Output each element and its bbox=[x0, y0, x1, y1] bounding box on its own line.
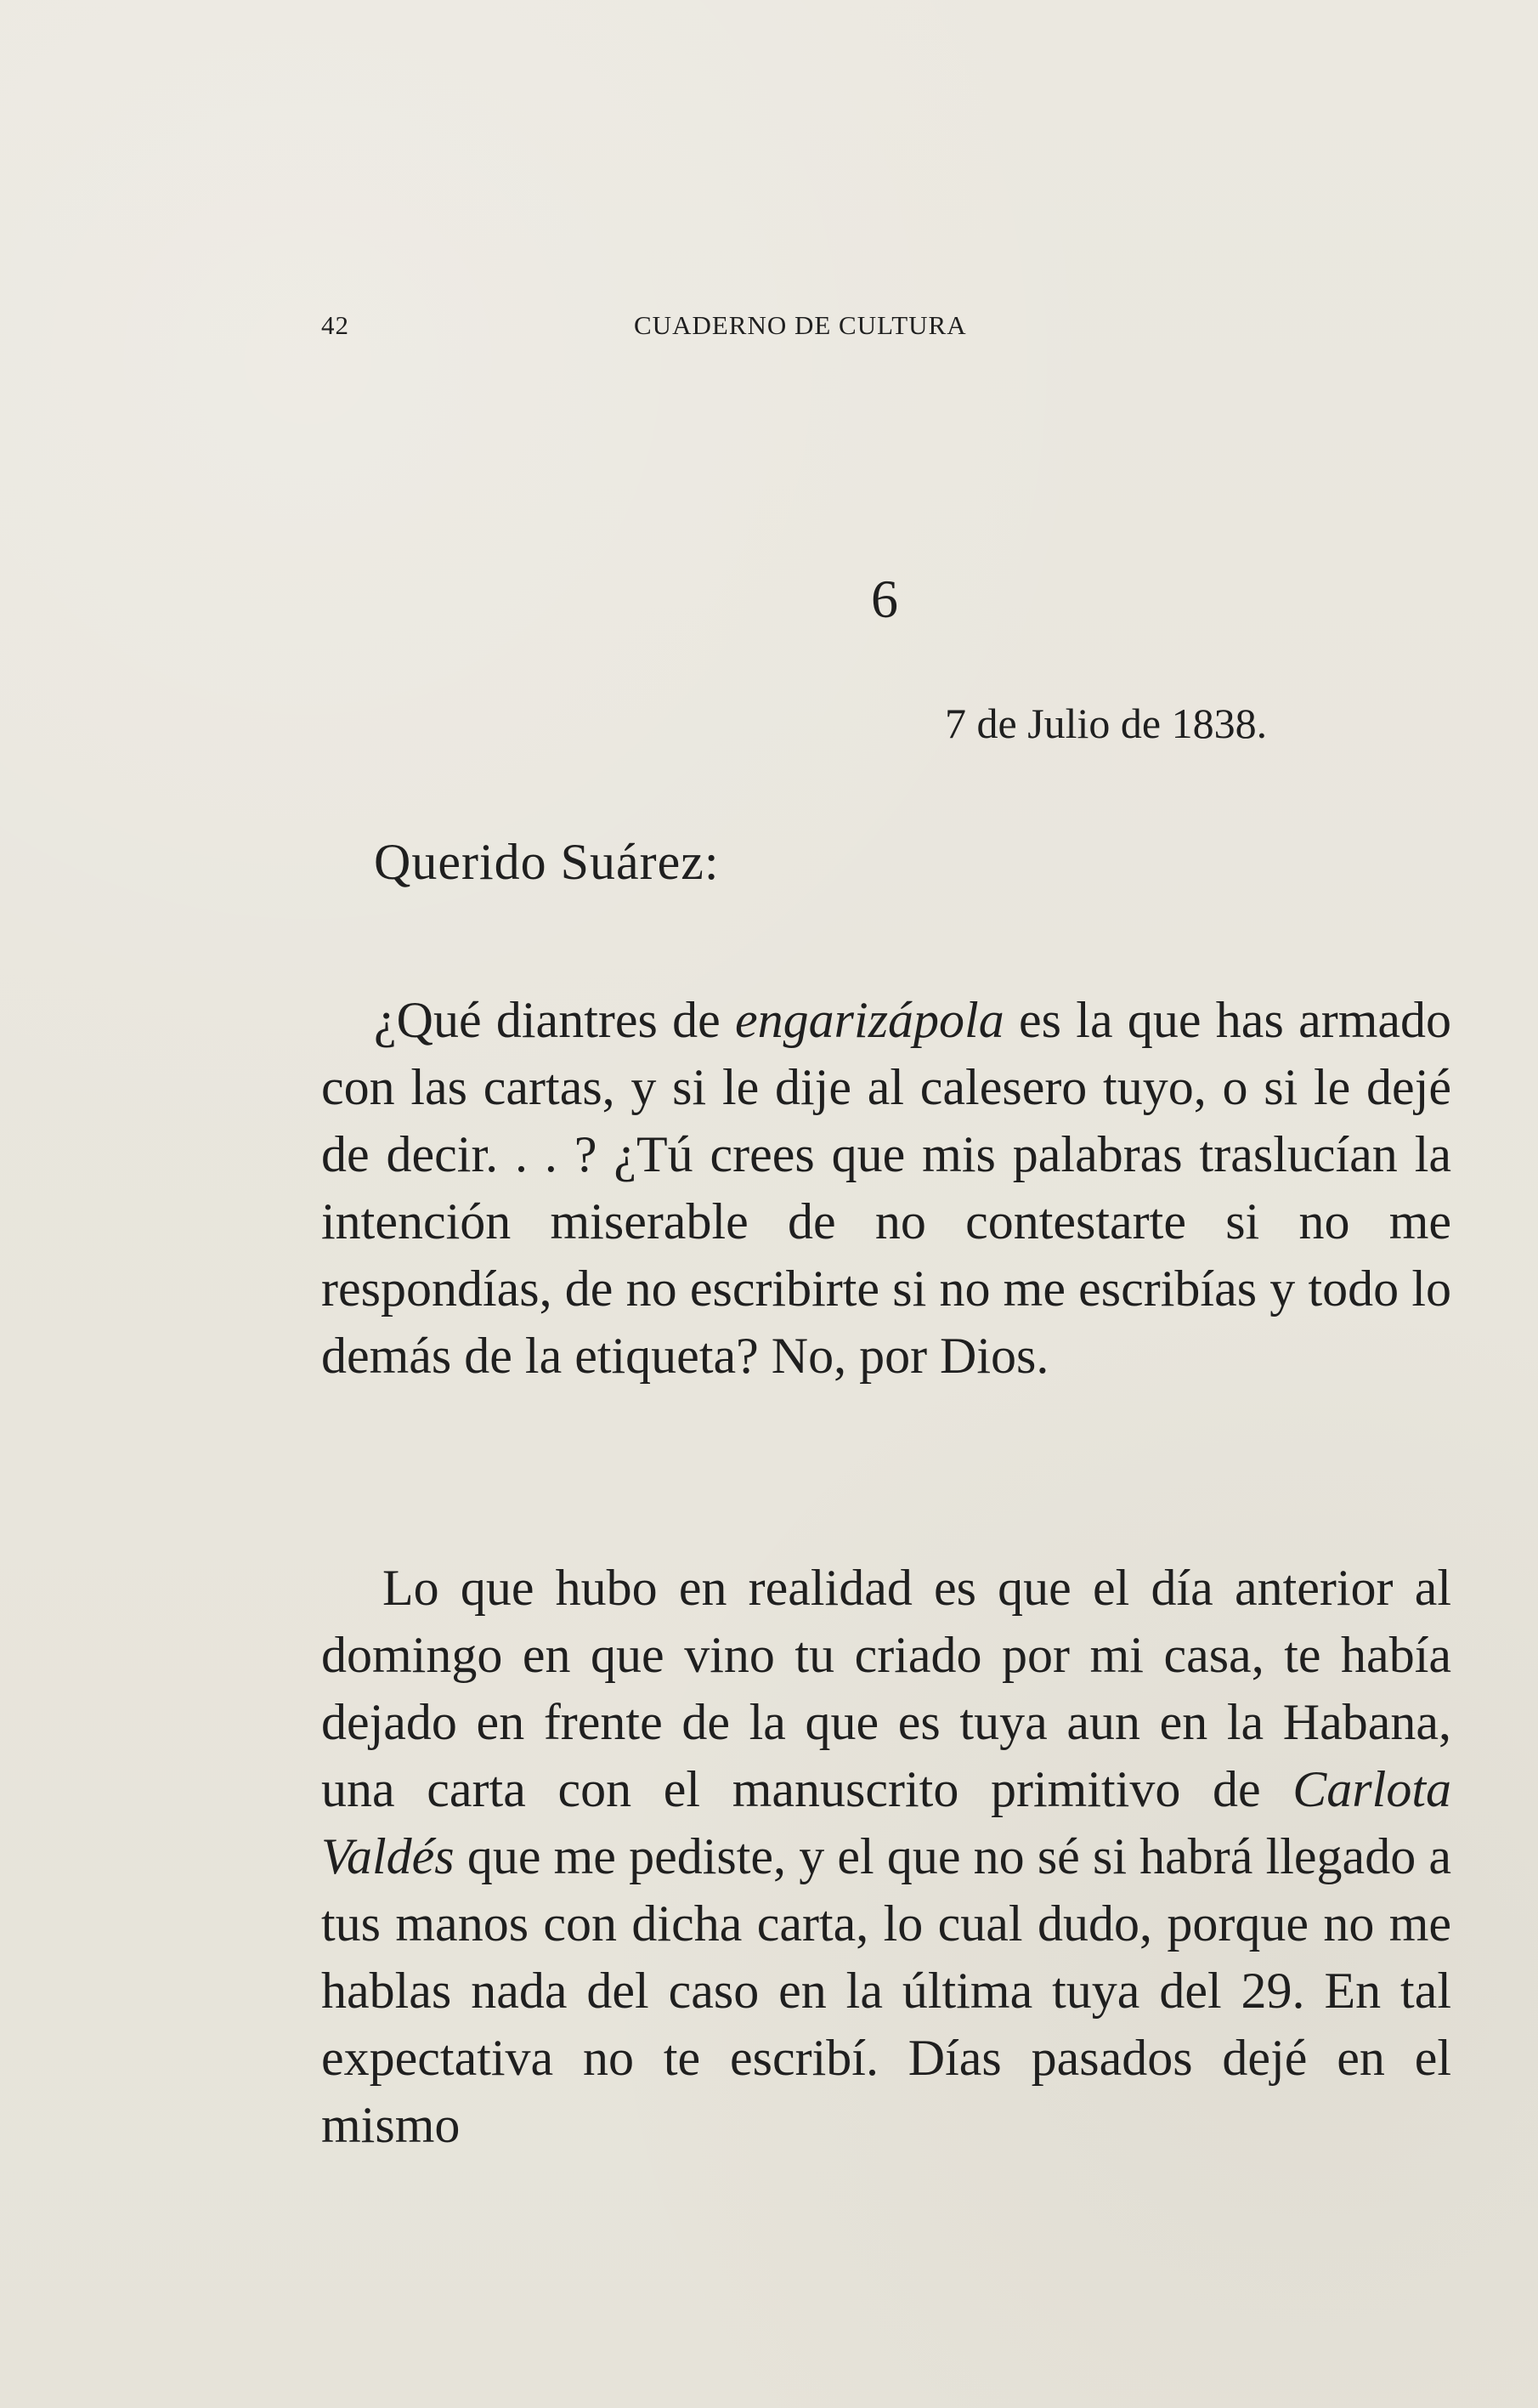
page-header bbox=[321, 310, 1154, 344]
letter-paragraph-1 bbox=[321, 987, 1451, 1390]
italic-word-engarizapola: engarizápola bbox=[735, 992, 1004, 1048]
letter-date: 7 de Julio de 1838. bbox=[945, 700, 1268, 747]
paragraph-2-text-a: Lo que hubo en realidad es que el día anterior al domingo en que vino tu criado por mi casa, te había dejado en frente de la que es tuya aun en la Habana, una carta con el manuscrito primitivo de bbox=[321, 1560, 1451, 1817]
page-number: 42 bbox=[321, 310, 349, 340]
paragraph-1-text-b: es la que has armado con las cartas, y si le dije al calesero tuyo, o si le dejé de decir. . . ? ¿Tú crees que mis palabras traslucían la intención miserable de no contestarte si no me respondías, de no escribirte si no me escribías y todo lo demás de la etiqueta? No, por Dios. bbox=[321, 992, 1451, 1384]
section-number: 6 bbox=[871, 569, 898, 629]
paragraph-1-text-a: ¿Qué diantres de bbox=[374, 992, 736, 1048]
letter-paragraph-2 bbox=[321, 1555, 1451, 2159]
italic-title-carlota-valdes: Carlota Valdés bbox=[321, 1761, 1451, 1884]
paragraph-2-text-b: que me pediste, y el que no sé si habrá llegado a tus manos con dicha carta, lo cual dudo, porque no me hablas nada del caso en la última tuya del 29. En tal expectativa no te escribí. Días pasados dejé en el mismo bbox=[321, 1828, 1451, 2153]
running-head: CUADERNO DE CULTURA bbox=[634, 310, 967, 340]
letter-salutation: Querido Suárez: bbox=[374, 834, 720, 890]
